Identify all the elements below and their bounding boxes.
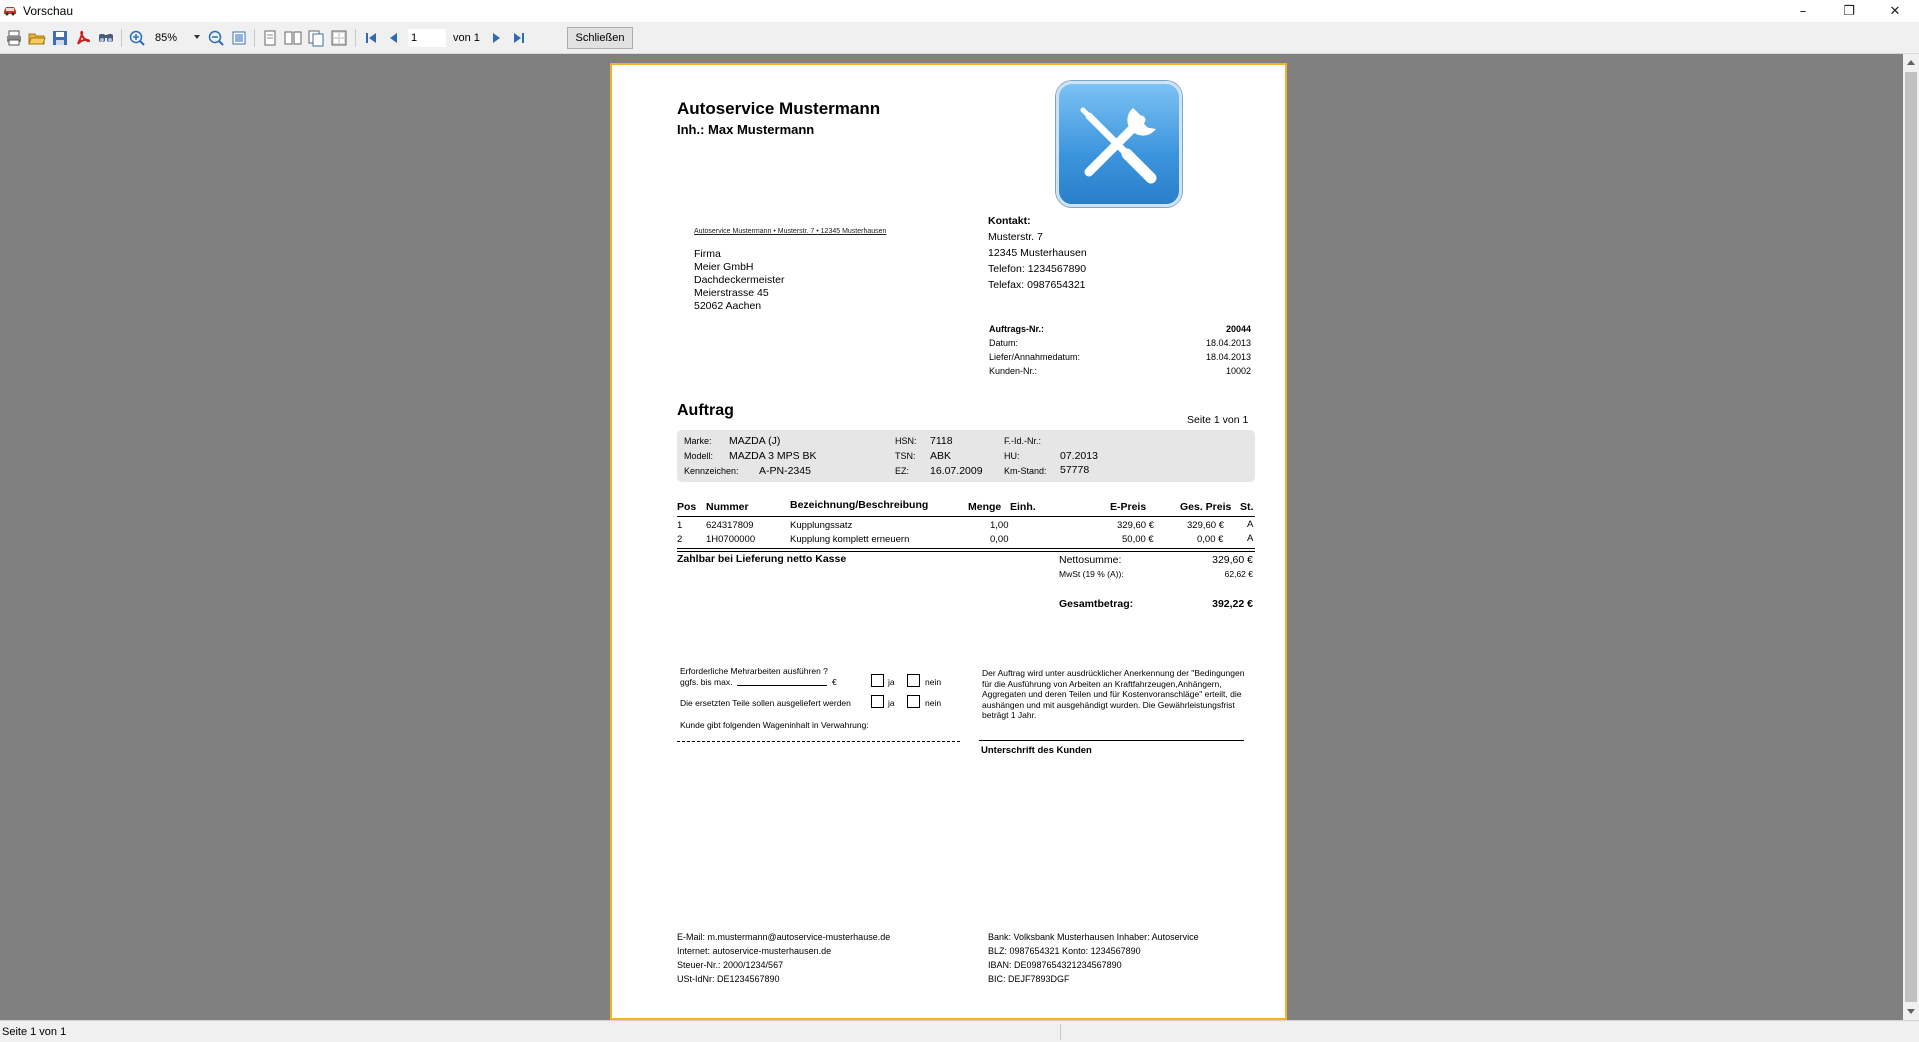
column-header: Pos bbox=[677, 501, 697, 513]
preview-toolbar bbox=[0, 22, 1919, 54]
cell-total-price: 0,00 € bbox=[1197, 534, 1224, 545]
vehicle-hsn: 7118 bbox=[930, 435, 953, 447]
print-button[interactable] bbox=[4, 28, 24, 48]
footer-vat-id: USt-IdNr: DE1234567890 bbox=[677, 974, 780, 984]
pdf-icon bbox=[74, 29, 92, 47]
next-page-button[interactable] bbox=[486, 28, 506, 48]
yes-label: ja bbox=[888, 677, 895, 687]
no-label: nein bbox=[925, 698, 942, 708]
thumbnail-button[interactable] bbox=[329, 28, 349, 48]
next-page-icon bbox=[487, 29, 505, 47]
company-owner: Inh.: Max Mustermann bbox=[677, 122, 815, 137]
find-button[interactable] bbox=[96, 28, 116, 48]
net-sum-label: Nettosumme: bbox=[1059, 554, 1122, 566]
contact-line: Telefon: 1234567890 bbox=[988, 263, 1087, 275]
last-page-button[interactable] bbox=[509, 28, 529, 48]
column-header: St. bbox=[1240, 501, 1254, 513]
last-page-icon bbox=[510, 29, 528, 47]
save-button[interactable] bbox=[50, 28, 70, 48]
column-header: Ges. Preis bbox=[1180, 501, 1232, 513]
save-icon bbox=[51, 29, 69, 47]
cell-total-price: 329,60 € bbox=[1187, 520, 1224, 531]
vehicle-label: Marke: bbox=[684, 436, 712, 446]
customer-number-value: 10002 bbox=[1225, 366, 1251, 376]
footer-tax-number: Steuer-Nr.: 2000/1234/567 bbox=[677, 960, 784, 970]
parts-return-no-checkbox[interactable] bbox=[907, 695, 920, 708]
vehicle-mileage: 57778 bbox=[1060, 464, 1090, 476]
cell-pos: 2 bbox=[677, 534, 683, 545]
tools-wrench-screwdriver-icon bbox=[1056, 81, 1182, 207]
zoom-in-button[interactable] bbox=[127, 28, 147, 48]
vehicle-plate: A-PN-2345 bbox=[759, 465, 811, 477]
vehicle-label: TSN: bbox=[895, 451, 916, 461]
prev-page-icon bbox=[385, 29, 403, 47]
zoom-out-button[interactable] bbox=[206, 28, 226, 48]
recipient-line: Meierstrasse 45 bbox=[694, 287, 769, 299]
toolbar-separator bbox=[355, 29, 356, 47]
recipient-line: 52062 Aachen bbox=[694, 300, 762, 312]
scroll-up-icon[interactable] bbox=[1907, 60, 1915, 65]
vertical-scrollbar[interactable] bbox=[1903, 54, 1919, 1020]
date-label: Datum: bbox=[989, 338, 1019, 348]
vehicle-first-registration: 16.07.2009 bbox=[930, 465, 983, 477]
customer-number-label: Kunden-Nr.: bbox=[989, 366, 1038, 376]
column-header: Nummer bbox=[706, 501, 749, 513]
status-page-info: Seite 1 von 1 bbox=[2, 1026, 67, 1038]
contact-line: 12345 Musterhausen bbox=[988, 247, 1087, 259]
footer-email: E-Mail: m.mustermann@autoservice-musterhause.de bbox=[677, 932, 891, 942]
multi-page-button[interactable] bbox=[306, 28, 326, 48]
grand-total-value: 392,22 € bbox=[1212, 598, 1253, 610]
page-info: Seite 1 von 1 bbox=[1187, 414, 1249, 426]
table-divider bbox=[677, 548, 1255, 549]
extra-work-question: Erforderliche Mehrarbeiten ausführen ? bbox=[680, 666, 828, 676]
open-button[interactable] bbox=[27, 28, 47, 48]
cell-number: 624317809 bbox=[706, 520, 754, 531]
extra-work-limit: ggfs. bis max. bbox=[680, 677, 733, 687]
amount-line bbox=[737, 685, 827, 686]
vehicle-label: F.-Id.-Nr.: bbox=[1004, 436, 1042, 446]
status-separator bbox=[1060, 1024, 1061, 1040]
print-icon bbox=[5, 29, 23, 47]
zoom-out-icon bbox=[207, 29, 225, 47]
contents-dashed-line bbox=[677, 741, 960, 742]
vehicle-hu: 07.2013 bbox=[1060, 450, 1098, 462]
toolbar-separator bbox=[121, 29, 122, 47]
table-divider bbox=[677, 551, 1255, 552]
sender-address-line: Autoservice Mustermann • Musterstr. 7 • 12345 Musterhausen bbox=[694, 228, 887, 235]
vehicle-label: Modell: bbox=[684, 451, 714, 461]
scrollbar-thumb[interactable] bbox=[1905, 72, 1917, 1002]
minimize-icon: – bbox=[1799, 3, 1807, 19]
parts-return-question: Die ersetzten Teile sollen ausgeliefert werden bbox=[680, 698, 851, 708]
first-page-button[interactable] bbox=[361, 28, 381, 48]
date-value: 18.04.2013 bbox=[1205, 338, 1251, 348]
window-titlebar bbox=[0, 0, 1919, 22]
column-header: Menge bbox=[968, 501, 1002, 513]
cell-description: Kupplungssatz bbox=[790, 520, 853, 531]
vat-label: MwSt (19 % (A)): bbox=[1059, 569, 1124, 579]
find-icon bbox=[97, 29, 115, 47]
cell-unit-price: 50,00 € bbox=[1122, 534, 1154, 545]
vehicle-contents-note: Kunde gibt folgenden Wageninhalt in Verwahrung: bbox=[680, 720, 869, 730]
recipient-line: Meier GmbH bbox=[694, 261, 754, 273]
contact-line: Telefax: 0987654321 bbox=[988, 279, 1086, 291]
vehicle-label: Km-Stand: bbox=[1004, 466, 1047, 476]
cell-quantity: 0,00 bbox=[990, 534, 1009, 545]
close-window-button[interactable] bbox=[1873, 0, 1917, 22]
export-pdf-button[interactable] bbox=[73, 28, 93, 48]
cell-pos: 1 bbox=[677, 520, 683, 531]
vehicle-model: MAZDA 3 MPS BK bbox=[729, 450, 817, 462]
page-view-icon bbox=[230, 29, 248, 47]
footer-iban: IBAN: DE0987654321234567890 bbox=[988, 960, 1122, 970]
no-label: nein bbox=[925, 677, 942, 687]
net-sum-value: 329,60 € bbox=[1212, 554, 1253, 566]
vehicle-label: HU: bbox=[1004, 451, 1020, 461]
cell-tax: A bbox=[1247, 519, 1254, 530]
parts-return-yes-checkbox[interactable] bbox=[871, 695, 884, 708]
document-title: Auftrag bbox=[677, 402, 734, 419]
close-preview-button[interactable]: Schließen bbox=[567, 27, 633, 49]
recipient-line: Dachdeckermeister bbox=[694, 274, 785, 286]
restore-icon: ❐ bbox=[1843, 3, 1855, 19]
car-icon bbox=[3, 4, 17, 16]
currency-symbol: € bbox=[832, 677, 837, 687]
column-header: Bezeichnung/Beschreibung bbox=[790, 499, 929, 511]
yes-label: ja bbox=[888, 698, 895, 708]
delivery-date-value: 18.04.2013 bbox=[1205, 352, 1251, 362]
chevron-down-icon bbox=[194, 35, 200, 39]
cell-unit-price: 329,60 € bbox=[1117, 520, 1154, 531]
cell-description: Kupplung komplett erneuern bbox=[790, 534, 910, 545]
vehicle-label: EZ: bbox=[895, 466, 910, 476]
page-total-label: von 1 bbox=[453, 32, 480, 44]
zoom-value: 85% bbox=[155, 32, 178, 44]
recipient-line: Firma bbox=[694, 248, 721, 260]
company-name: Autoservice Mustermann bbox=[677, 99, 881, 118]
maximize-button[interactable] bbox=[1827, 0, 1871, 22]
footer-bank: Bank: Volksbank Musterhausen Inhaber: Autoservice bbox=[988, 932, 1199, 942]
zoom-select[interactable] bbox=[152, 29, 202, 47]
column-header: Einh. bbox=[1010, 501, 1036, 513]
extra-work-yes-checkbox[interactable] bbox=[871, 674, 884, 687]
grand-total-label: Gesamtbetrag: bbox=[1059, 598, 1134, 610]
thumbnail-icon bbox=[330, 29, 348, 47]
vehicle-make: MAZDA (J) bbox=[729, 435, 781, 447]
extra-work-no-checkbox[interactable] bbox=[907, 674, 920, 687]
vat-value: 62,62 € bbox=[1224, 569, 1253, 579]
terms-text: Der Auftrag wird unter ausdrücklicher Anerkennung der "Bedingungen für die Ausführung von Arbeiten an Kraftfahrzeugen,Anhängern, Aggregaten und deren Teilen und für Kostenvoranschläge" erteilt, die aushängen und mit ausgehändigt wurden. Die Gewährleistungsfrist beträgt 1 Jahr. bbox=[982, 668, 1245, 720]
single-page-button[interactable] bbox=[260, 28, 280, 48]
vehicle-info-box bbox=[677, 430, 1255, 482]
page-number-input[interactable]: 1 bbox=[408, 29, 446, 47]
two-page-button[interactable] bbox=[283, 28, 303, 48]
table-divider bbox=[677, 516, 1255, 517]
zoom-in-icon bbox=[128, 29, 146, 47]
vehicle-tsn: ABK bbox=[930, 450, 952, 462]
minimize-button[interactable] bbox=[1781, 0, 1825, 22]
order-number-label: Auftrags-Nr.: bbox=[989, 324, 1045, 334]
payment-note: Zahlbar bei Lieferung netto Kasse bbox=[677, 553, 847, 565]
footer-bic: BIC: DEJF7893DGF bbox=[988, 974, 1070, 984]
open-icon bbox=[28, 29, 46, 47]
contact-line: Musterstr. 7 bbox=[988, 231, 1043, 243]
signature-line bbox=[979, 740, 1244, 741]
two-page-icon bbox=[284, 29, 302, 47]
vehicle-label: Kennzeichen: bbox=[684, 466, 739, 476]
vehicle-label: HSN: bbox=[895, 436, 917, 446]
close-icon: ✕ bbox=[1889, 3, 1901, 19]
cell-tax: A bbox=[1247, 533, 1254, 544]
cell-quantity: 1,00 bbox=[990, 520, 1009, 531]
cell-number: 1H0700000 bbox=[706, 534, 756, 545]
scroll-down-icon[interactable] bbox=[1907, 1009, 1915, 1014]
signature-label: Unterschrift des Kunden bbox=[981, 745, 1092, 756]
toolbar-separator bbox=[254, 29, 255, 47]
single-page-icon bbox=[261, 29, 279, 47]
multi-page-icon bbox=[307, 29, 325, 47]
fit-page-button[interactable] bbox=[229, 28, 249, 48]
footer-internet: Internet: autoservice-musterhausen.de bbox=[677, 946, 832, 956]
document-page bbox=[610, 63, 1287, 1020]
contact-heading: Kontakt: bbox=[988, 215, 1031, 227]
first-page-icon bbox=[362, 29, 380, 47]
status-bar bbox=[0, 1020, 1919, 1042]
column-header: E-Preis bbox=[1110, 501, 1147, 513]
prev-page-button[interactable] bbox=[384, 28, 404, 48]
order-number-value: 20044 bbox=[1225, 324, 1251, 334]
delivery-date-label: Liefer/Annahmedatum: bbox=[989, 352, 1081, 362]
footer-blz: BLZ: 0987654321 Konto: 1234567890 bbox=[988, 946, 1141, 956]
window-title: Vorschau bbox=[23, 4, 74, 18]
